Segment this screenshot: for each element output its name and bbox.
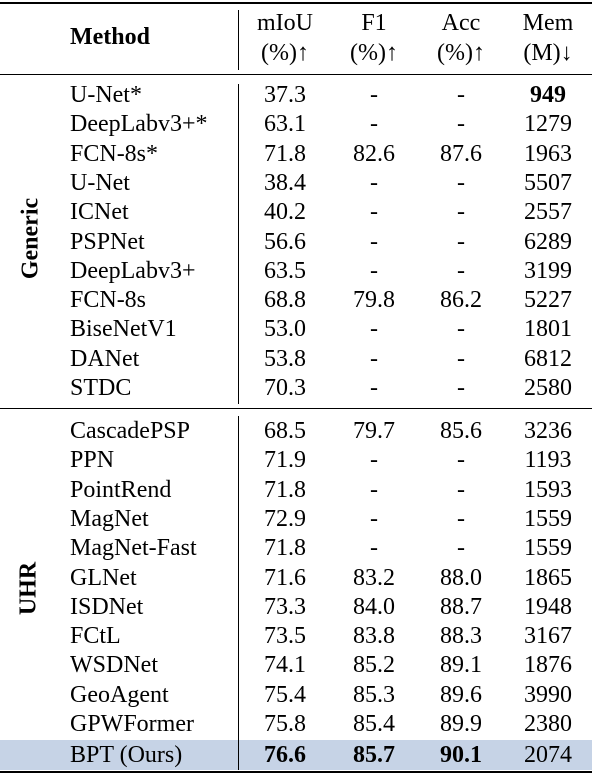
- cell-f1: -: [370, 316, 378, 343]
- cell-acc: -: [457, 228, 465, 255]
- cell-f1: -: [370, 82, 378, 108]
- table-row-ours: [0, 740, 592, 770]
- cell-method: BiseNetV1: [70, 316, 177, 343]
- header-f1-name: F1: [361, 10, 387, 36]
- cell-miou: 68.8: [264, 287, 306, 314]
- cell-method: DANet: [70, 345, 140, 372]
- cell-method: CascadePSP: [70, 418, 190, 444]
- cell-mem: 3199: [524, 257, 572, 284]
- cell-miou: 71.8: [264, 476, 306, 503]
- cell-acc: -: [457, 345, 465, 372]
- header-divider: [238, 10, 239, 70]
- cell-method: GLNet: [70, 564, 137, 591]
- cell-miou: 71.8: [264, 535, 306, 562]
- header-acc: [418, 8, 504, 68]
- cell-acc: -: [457, 257, 465, 284]
- cell-mem: 1193: [524, 447, 572, 474]
- cell-method: PointRend: [70, 476, 172, 503]
- cell-f1: 84.0: [353, 593, 395, 620]
- table-row: [0, 505, 592, 534]
- cell-acc: 90.1: [440, 742, 482, 768]
- group-label-uhr: UHR: [15, 561, 42, 616]
- cell-mem: 1279: [524, 111, 572, 138]
- cell-method: ISDNet: [70, 593, 144, 620]
- header-f1-unit: (%)↑: [350, 40, 398, 66]
- header-mem: [504, 8, 592, 68]
- cell-mem: 3990: [524, 681, 572, 708]
- table-row: [0, 374, 592, 403]
- table-row: [0, 417, 592, 446]
- cell-mem: 3236: [524, 418, 572, 444]
- cell-miou: 74.1: [264, 652, 306, 679]
- cell-method: U-Net*: [70, 82, 142, 108]
- cell-method: FCN-8s*: [70, 140, 159, 167]
- cell-mem: 1948: [524, 593, 572, 620]
- table-row: [0, 710, 592, 739]
- header-miou-name: mIoU: [257, 10, 313, 36]
- header-method: Method: [70, 24, 150, 50]
- cell-acc: -: [457, 505, 465, 532]
- cell-mem: 1559: [524, 505, 572, 532]
- cell-mem: 2557: [524, 199, 572, 226]
- header-acc-unit: (%)↑: [437, 40, 485, 66]
- cell-acc: 89.9: [440, 711, 482, 737]
- cell-acc: -: [457, 375, 465, 401]
- cell-method: WSDNet: [70, 652, 158, 679]
- table-row: [0, 622, 592, 651]
- table-row: [0, 169, 592, 198]
- cell-method: MagNet: [70, 505, 149, 532]
- cell-acc: 88.7: [440, 593, 482, 620]
- table-row: [0, 681, 592, 710]
- top-rule: [0, 2, 592, 4]
- cell-acc: 85.6: [440, 418, 482, 444]
- cell-miou: 71.8: [264, 140, 306, 167]
- cell-miou: 71.9: [264, 447, 306, 474]
- cell-f1: 83.2: [353, 564, 395, 591]
- group-separator: [0, 408, 592, 409]
- cell-mem: 3167: [524, 623, 572, 650]
- header-rule: [0, 74, 592, 75]
- table-row: [0, 534, 592, 563]
- cell-miou: 63.1: [264, 111, 306, 138]
- cell-mem: 1559: [524, 535, 572, 562]
- cell-f1: 85.4: [353, 711, 395, 737]
- cell-mem: 1593: [524, 476, 572, 503]
- cell-f1: 85.7: [353, 742, 395, 768]
- cell-f1: -: [370, 447, 378, 474]
- cell-mem: 2580: [524, 375, 572, 401]
- cell-method: PSPNet: [70, 228, 145, 255]
- cell-acc: -: [457, 111, 465, 138]
- cell-mem: 6812: [524, 345, 572, 372]
- cell-miou: 73.3: [264, 593, 306, 620]
- cell-method: ICNet: [70, 199, 129, 226]
- cell-mem: 1876: [524, 652, 572, 679]
- cell-f1: -: [370, 375, 378, 401]
- cell-miou: 37.3: [264, 82, 306, 108]
- cell-miou: 63.5: [264, 257, 306, 284]
- cell-f1: -: [370, 505, 378, 532]
- cell-acc: 89.1: [440, 652, 482, 679]
- cell-acc: -: [457, 199, 465, 226]
- cell-miou: 75.8: [264, 711, 306, 737]
- cell-method: GeoAgent: [70, 681, 169, 708]
- header-f1: [330, 8, 418, 68]
- table-row: [0, 198, 592, 227]
- cell-acc: -: [457, 82, 465, 108]
- cell-f1: -: [370, 169, 378, 196]
- table-row: [0, 228, 592, 257]
- cell-mem: 1801: [524, 316, 572, 343]
- cell-f1: -: [370, 199, 378, 226]
- cell-f1: -: [370, 257, 378, 284]
- cell-miou: 53.8: [264, 345, 306, 372]
- cell-f1: 85.2: [353, 652, 395, 679]
- header-miou-unit: (%)↑: [261, 40, 309, 66]
- cell-miou: 73.5: [264, 623, 306, 650]
- table-row: [0, 651, 592, 680]
- table-row: [0, 593, 592, 622]
- table-row: [0, 446, 592, 475]
- table-row: [0, 257, 592, 286]
- cell-miou: 56.6: [264, 228, 306, 255]
- bottom-rule: [0, 771, 592, 773]
- cell-acc: -: [457, 316, 465, 343]
- header-mem-unit: (M)↓: [523, 40, 573, 66]
- cell-method: STDC: [70, 375, 132, 401]
- cell-method: PPN: [70, 447, 115, 474]
- cell-f1: -: [370, 476, 378, 503]
- table-row: [0, 476, 592, 505]
- cell-method: BPT (Ours): [70, 742, 183, 768]
- cell-method: GPWFormer: [70, 711, 194, 737]
- cell-f1: -: [370, 345, 378, 372]
- table-row: [0, 564, 592, 593]
- cell-acc: -: [457, 535, 465, 562]
- cell-miou: 72.9: [264, 505, 306, 532]
- table-row: [0, 81, 592, 110]
- cell-mem: 2074: [524, 742, 572, 768]
- cell-f1: 83.8: [353, 623, 395, 650]
- cell-method: FCtL: [70, 623, 121, 650]
- table-row: [0, 286, 592, 315]
- cell-f1: 82.6: [353, 140, 395, 167]
- cell-method: U-Net: [70, 169, 130, 196]
- cell-miou: 38.4: [264, 169, 306, 196]
- table-row: [0, 110, 592, 139]
- cell-mem: 1963: [524, 140, 572, 167]
- table-row: [0, 140, 592, 169]
- cell-miou: 53.0: [264, 316, 306, 343]
- table-row: [0, 315, 592, 344]
- cell-f1: 79.8: [353, 287, 395, 314]
- cell-f1: 85.3: [353, 681, 395, 708]
- cell-mem: 5507: [524, 169, 572, 196]
- cell-acc: -: [457, 447, 465, 474]
- cell-acc: 88.3: [440, 623, 482, 650]
- cell-mem: 1865: [524, 564, 572, 591]
- cell-acc: 88.0: [440, 564, 482, 591]
- cell-mem: 5227: [524, 287, 572, 314]
- cell-acc: 86.2: [440, 287, 482, 314]
- cell-acc: 89.6: [440, 681, 482, 708]
- cell-f1: -: [370, 111, 378, 138]
- ours-divider: [238, 740, 239, 770]
- cell-miou: 75.4: [264, 681, 306, 708]
- cell-method: DeepLabv3+*: [70, 111, 208, 138]
- cell-mem: 6289: [524, 228, 572, 255]
- cell-f1: 79.7: [353, 418, 395, 444]
- cell-method: MagNet-Fast: [70, 535, 197, 562]
- cell-mem: 2380: [524, 711, 572, 737]
- cell-acc: -: [457, 476, 465, 503]
- cell-method: FCN-8s: [70, 287, 147, 314]
- cell-miou: 76.6: [264, 742, 306, 768]
- cell-miou: 40.2: [264, 199, 306, 226]
- cell-miou: 71.6: [264, 564, 306, 591]
- table-row: [0, 345, 592, 374]
- header-mem-name: Mem: [522, 10, 574, 36]
- group-label-generic: Generic: [17, 197, 44, 280]
- cell-f1: -: [370, 228, 378, 255]
- cell-acc: 87.6: [440, 140, 482, 167]
- cell-f1: -: [370, 535, 378, 562]
- header-acc-name: Acc: [441, 10, 481, 36]
- cell-acc: -: [457, 169, 465, 196]
- header-miou: [240, 8, 330, 68]
- cell-mem: 949: [530, 82, 566, 108]
- cell-miou: 68.5: [264, 418, 306, 444]
- cell-miou: 70.3: [264, 375, 306, 401]
- cell-method: DeepLabv3+: [70, 257, 196, 284]
